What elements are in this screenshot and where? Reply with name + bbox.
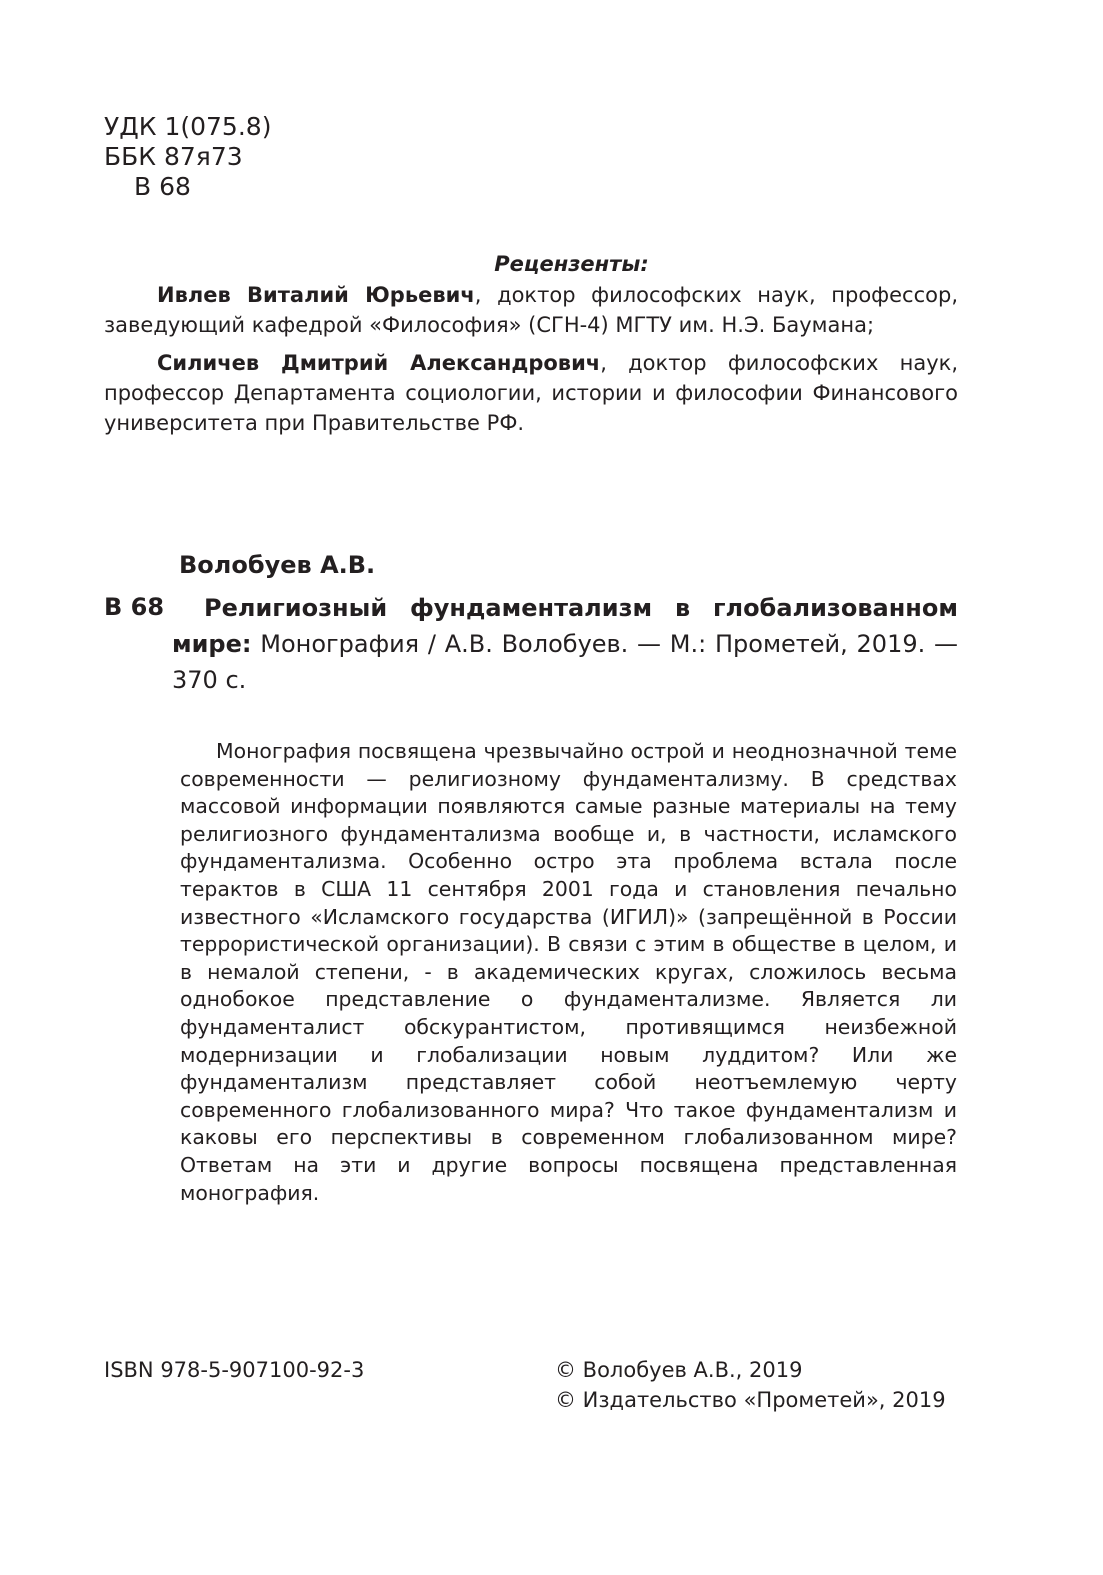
reviewers-list: [104, 280, 958, 446]
udk-code: УДК 1(075.8): [104, 112, 272, 141]
reviewer-description: , доктор философских наук, профессор, заведующий кафедрой «Философия» (СГН-4) МГТУ им. Н.Э. Баумана;: [104, 283, 959, 337]
bbk-code: ББК 87я73: [104, 142, 243, 171]
annotation-text: Монография посвящена чрезвычайно острой и неоднозначной теме современности — религиозному фундаментализму. В средствах массовой информации появляются самые разные материалы на тему религиозного фундаментализма вообще и, в частности, исламского фундаментализма. Особенно остро эта проблема встала после терактов в США 11 сентября 2001 года и становления печально известного «Исламского государства (ИГИЛ)» (запрещённой в России террористической организации). В связи с этим в обществе в целом, и в немалой степени, - в академических кругах, сложилось весьма однобокое представление о фундаментализме. Является ли фундаменталист обскурантистом, противящимся неизбежной модернизации и глобализации новым луддитом? Или же фундаментализм представляет собой неотъемлемую черту современного глобализованного мира? Что такое фундаментализм и каковы его перспективы в современном глобализованном мире? Ответам на эти и другие вопросы посвящена представленная монография.: [180, 739, 957, 1205]
classification-block: [104, 112, 271, 202]
copyright-publisher: © Издательство «Прометей», 2019: [555, 1388, 946, 1412]
copyright-block: [555, 1355, 946, 1415]
copyright-author: © Волобуев А.В., 2019: [555, 1358, 803, 1382]
book-imprint: Монография / А.В. Волобуев. — М.: Прометей, 2019. — 370 с.: [172, 630, 958, 694]
book-author: Волобуев А.В.: [179, 551, 376, 579]
reviewers-heading: Рецензенты:: [494, 252, 649, 276]
book-title: Религиозный фундаментализм в глобализованном мире:: [172, 594, 958, 658]
reviewer-entry: [104, 280, 958, 340]
isbn-number: ISBN 978-5-907100-92-3: [104, 1358, 365, 1382]
author-mark: В 68: [134, 172, 191, 201]
reviewer-name: Силичев Дмитрий Александрович: [157, 351, 601, 375]
book-code: В 68: [104, 593, 165, 621]
reviewer-entry: [104, 348, 958, 438]
reviewer-description: , доктор философских наук, профессор Департамента социологии, истории и философии Финансового университета при Правительстве РФ.: [104, 351, 958, 435]
reviewer-name: Ивлев Виталий Юрьевич: [157, 283, 475, 307]
bibliographic-description: [172, 590, 958, 698]
